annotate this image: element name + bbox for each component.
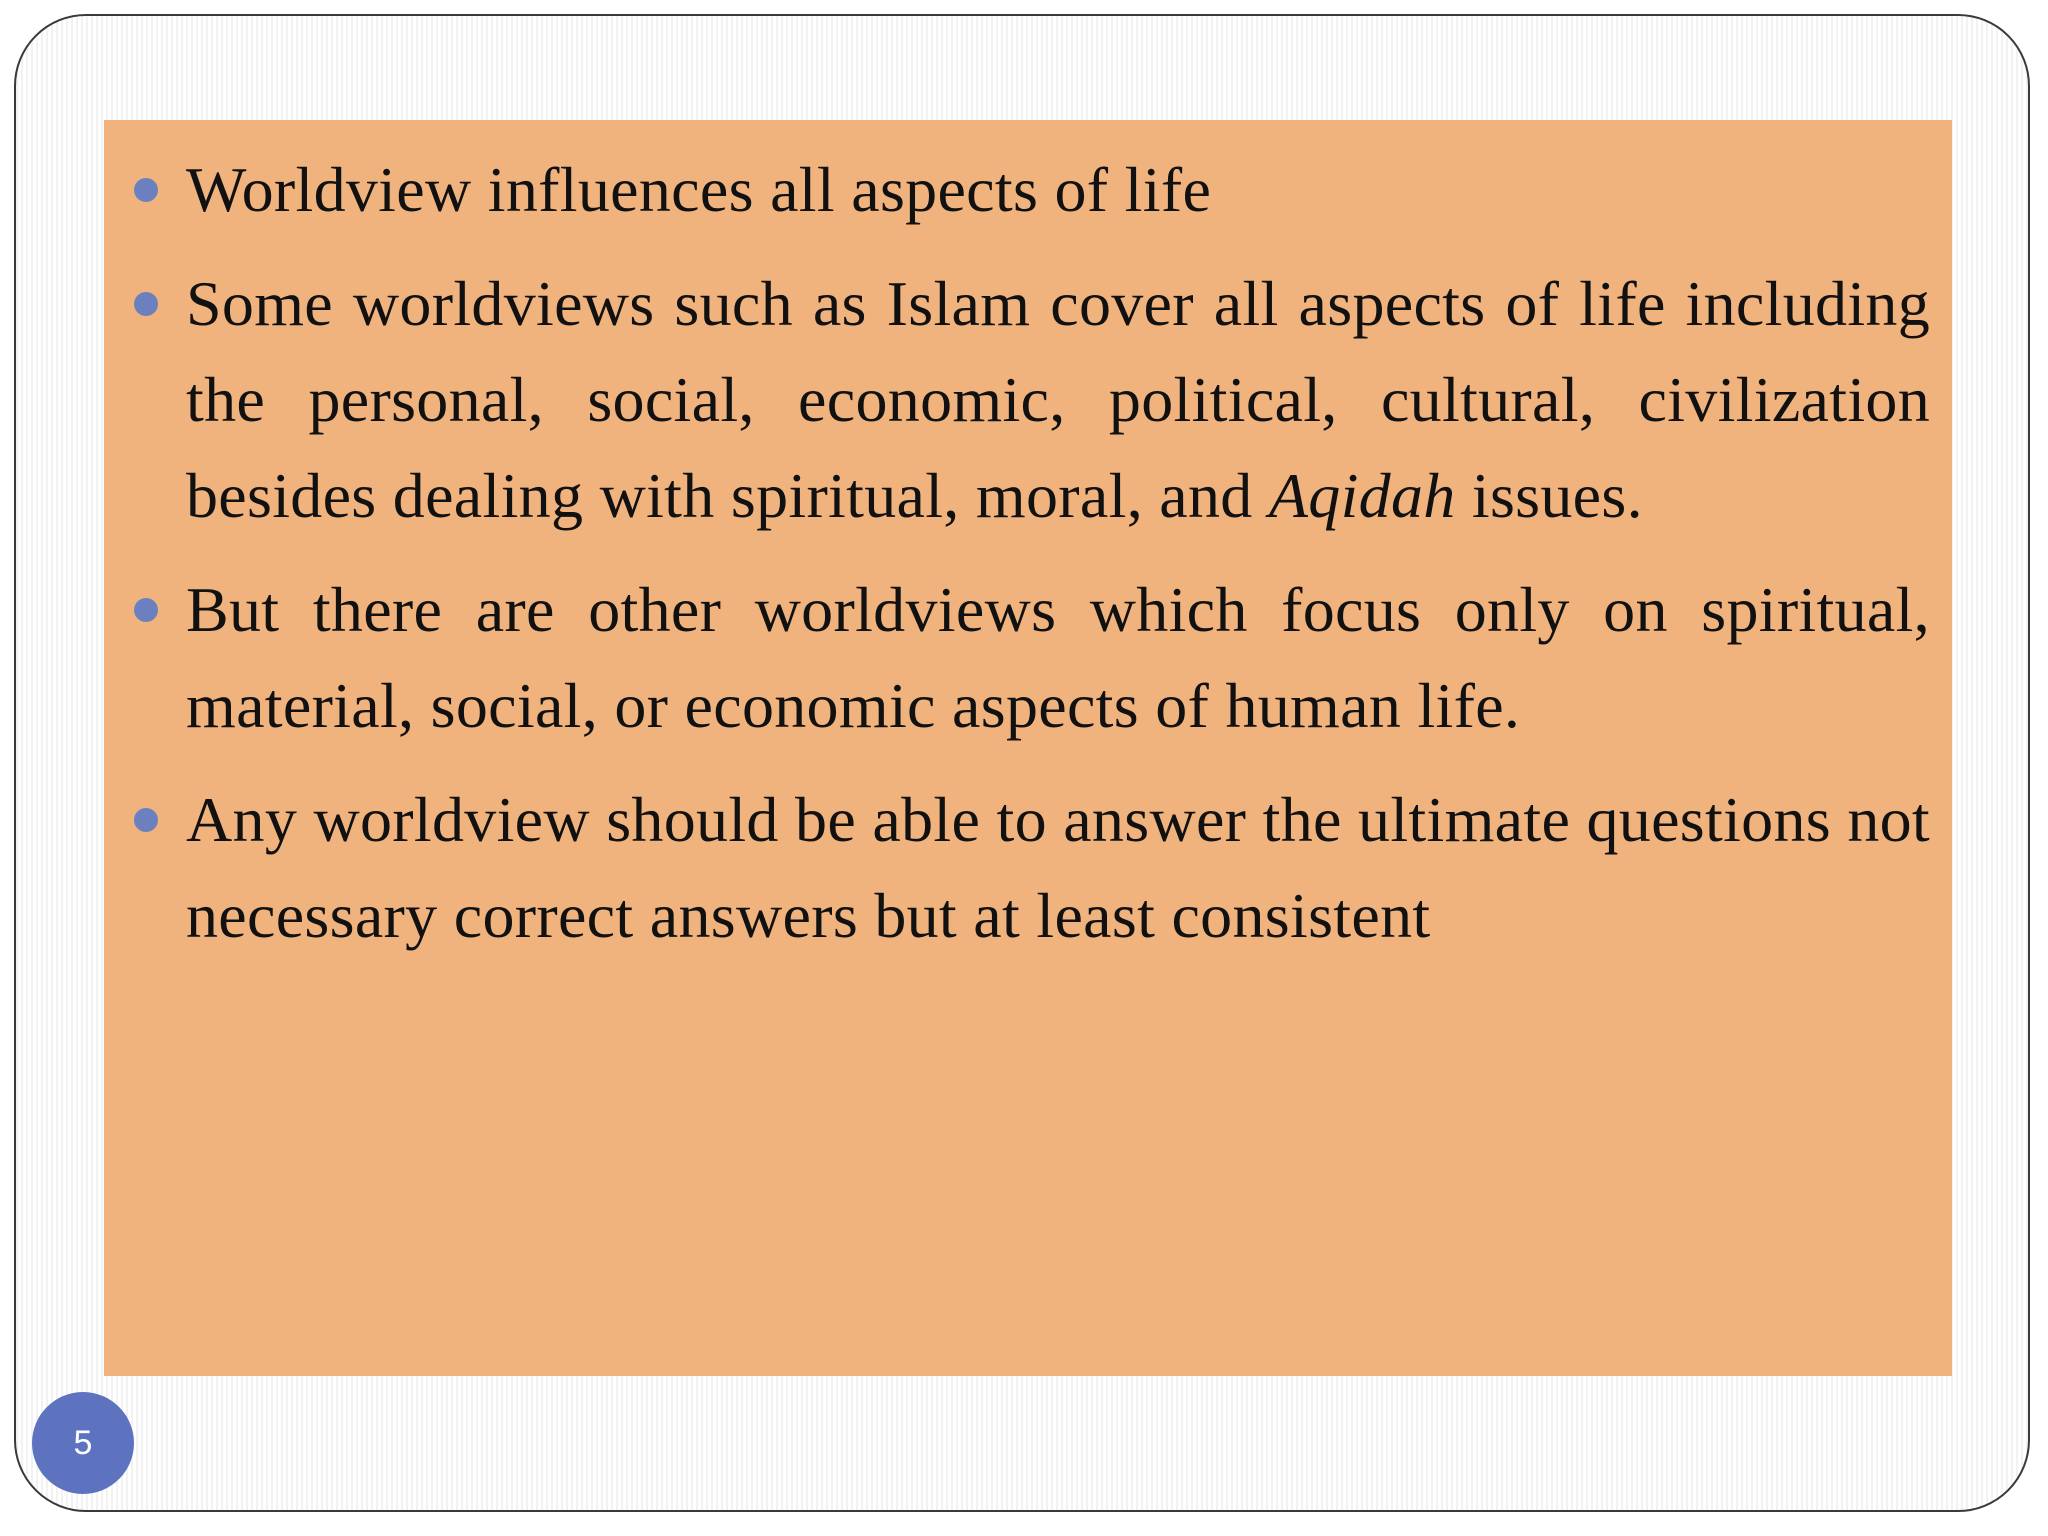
bullet-item-4 [134, 772, 1930, 964]
bullet-item-1 [134, 142, 1930, 238]
slide-frame [14, 14, 2030, 1512]
bullet-item-3 [134, 562, 1930, 754]
bullet-text: Some worldviews such as Islam cover all aspects of life including the personal, social, economic, political, cultural, civilization besides dealing with spiritual, moral, and [186, 268, 1930, 531]
bullet-text: But there are other worldviews which focus only on spiritual, material, social, or economic aspects of human life. [186, 574, 1930, 741]
content-box [104, 120, 1952, 1376]
bullet-dot-icon [134, 808, 158, 832]
bullet-dot-icon [134, 598, 158, 622]
bullet-item-2 [134, 256, 1930, 544]
italic-term-aqidah: Aqidah [1268, 460, 1456, 531]
bullet-dot-icon [134, 292, 158, 316]
bullet-text: Worldview influences all aspects of life [186, 154, 1212, 225]
page-number-badge: 5 [32, 1392, 134, 1494]
bullet-text: Any worldview should be able to answer the ultimate questions not necessary correct answers but at least consistent [186, 784, 1930, 951]
bullet-list [134, 142, 1930, 964]
bullet-text-continued: issues. [1455, 460, 1643, 531]
bullet-dot-icon [134, 178, 158, 202]
